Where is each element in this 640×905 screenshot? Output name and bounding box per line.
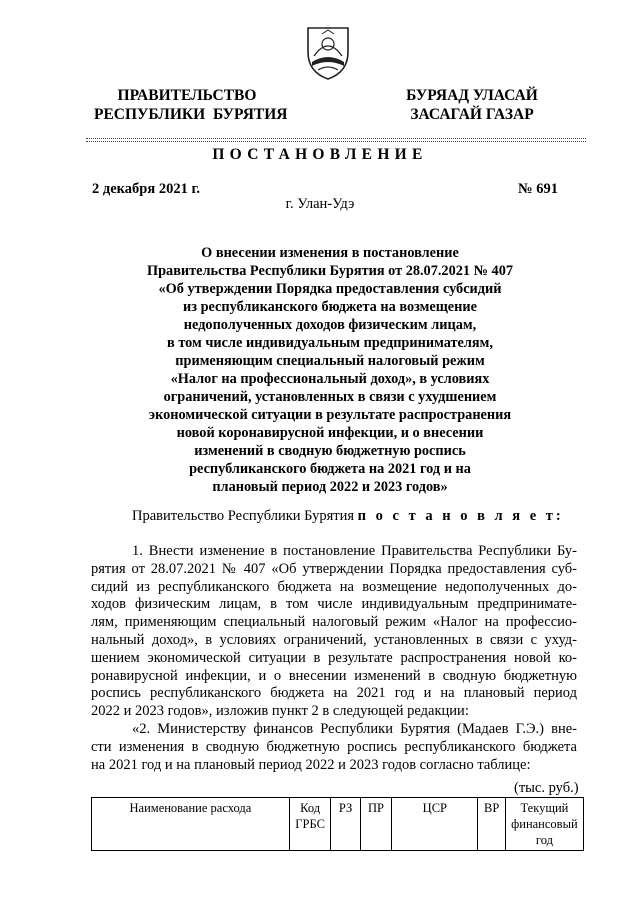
title-line: республиканского бюджета на 2021 год и на <box>189 461 471 477</box>
body-line: роспись республиканского бюджета на 2021 год и на плановый период <box>91 685 577 702</box>
table-header-cell: РЗ <box>331 798 360 851</box>
document-type: ПОСТАНОВЛЕНИЕ <box>212 146 428 163</box>
document-title <box>120 244 540 496</box>
body-line: сидий из республиканского бюджета на возмещение недополученных до- <box>91 578 577 595</box>
header-right <box>402 86 542 124</box>
header-left <box>94 86 288 124</box>
title-line: плановый период 2022 и 2023 годов» <box>212 479 448 495</box>
decree-statement <box>132 508 564 525</box>
table-header-row <box>92 798 584 851</box>
document-date: 2 декабря 2021 г. <box>92 181 201 197</box>
body-line: шением экономической ситуации в результате распространения новой ко- <box>91 649 577 666</box>
title-line: недополученных доходов физическим лицам, <box>183 317 477 333</box>
table-header-cell: Наименование расхода <box>92 798 290 851</box>
body-line: нальный доход», в условиях ограничений, установленных в связи с ухуд- <box>91 631 577 648</box>
body-line: рятия от 28.07.2021 № 407 «Об утверждении Порядка предоставления суб- <box>91 560 577 577</box>
title-line: ограничений, установленных в связи с ухудшением <box>163 389 497 405</box>
coat-of-arms-icon <box>298 22 358 82</box>
title-line: из республиканского бюджета на возмещение <box>183 299 477 315</box>
table-header-cell: Код ГРБС <box>289 798 331 851</box>
title-line: применяющим специальный налоговый режим <box>175 353 485 369</box>
title-line: экономической ситуации в результате распространения <box>148 407 512 423</box>
title-line: «Налог на профессиональный доход», в условиях <box>170 371 490 387</box>
header-divider-2 <box>86 141 586 142</box>
title-line: «Об утверждении Порядка предоставления субсидий <box>158 281 502 297</box>
title-line: в том числе индивидуальным предпринимателям, <box>167 335 493 351</box>
body-line: «2. Министерству финансов Республики Бурятия (Мадаев Г.Э.) вне- <box>132 720 577 737</box>
title-line: новой коронавирусной инфекции, и о внесении <box>176 425 484 441</box>
body-line: сти изменения в сводную бюджетную роспись республиканского бюджета <box>91 738 577 755</box>
document-city: г. Улан-Удэ <box>285 196 355 212</box>
body-line: ходов физическим лицам, в том числе индивидуальным предпринимате- <box>91 596 577 613</box>
title-line: изменений в сводную бюджетную роспись <box>194 443 466 459</box>
table-header-cell: ВР <box>478 798 505 851</box>
header-right-line1: БУРЯАД УЛАСАЙ <box>406 87 538 104</box>
document-number: № 691 <box>518 181 558 197</box>
budget-table <box>91 797 584 851</box>
body-line: на 2021 год и на плановый период 2022 и 2023 годов согласно таблице: <box>91 756 531 773</box>
table-header-cell: ЦСР <box>392 798 478 851</box>
title-line: О внесении изменения в постановление <box>201 245 459 261</box>
body-line: ронавирусной инфекции, и о внесении изменений в сводную бюджетную <box>91 667 577 684</box>
table-header-cell: ПР <box>360 798 391 851</box>
title-line: Правительства Республики Бурятия от 28.07.2021 № 407 <box>146 263 513 279</box>
header-divider <box>86 138 586 139</box>
decree-verb: п о с т а н о в л я е т: <box>357 508 564 524</box>
body-line: лям, применяющим специальный налоговый режим «Налог на профессио- <box>91 614 577 631</box>
body-line: 1. Внести изменение в постановление Правительства Республики Бу- <box>132 543 577 559</box>
document-body <box>91 543 577 774</box>
header-left-line1: ПРАВИТЕЛЬСТВО <box>117 87 257 104</box>
unit-label: (тыс. руб.) <box>514 780 579 796</box>
table-header-cell: Текущий финансовый год <box>505 798 583 851</box>
header-left-line2: РЕСПУБЛИКИ БУРЯТИЯ <box>94 106 288 123</box>
header-right-line2: ЗАСАГАЙ ГАЗАР <box>410 106 534 123</box>
body-line: 2022 и 2023 годов», изложив пункт 2 в следующей редакции: <box>91 703 469 720</box>
decree-subject: Правительство Республики Бурятия <box>132 508 358 524</box>
